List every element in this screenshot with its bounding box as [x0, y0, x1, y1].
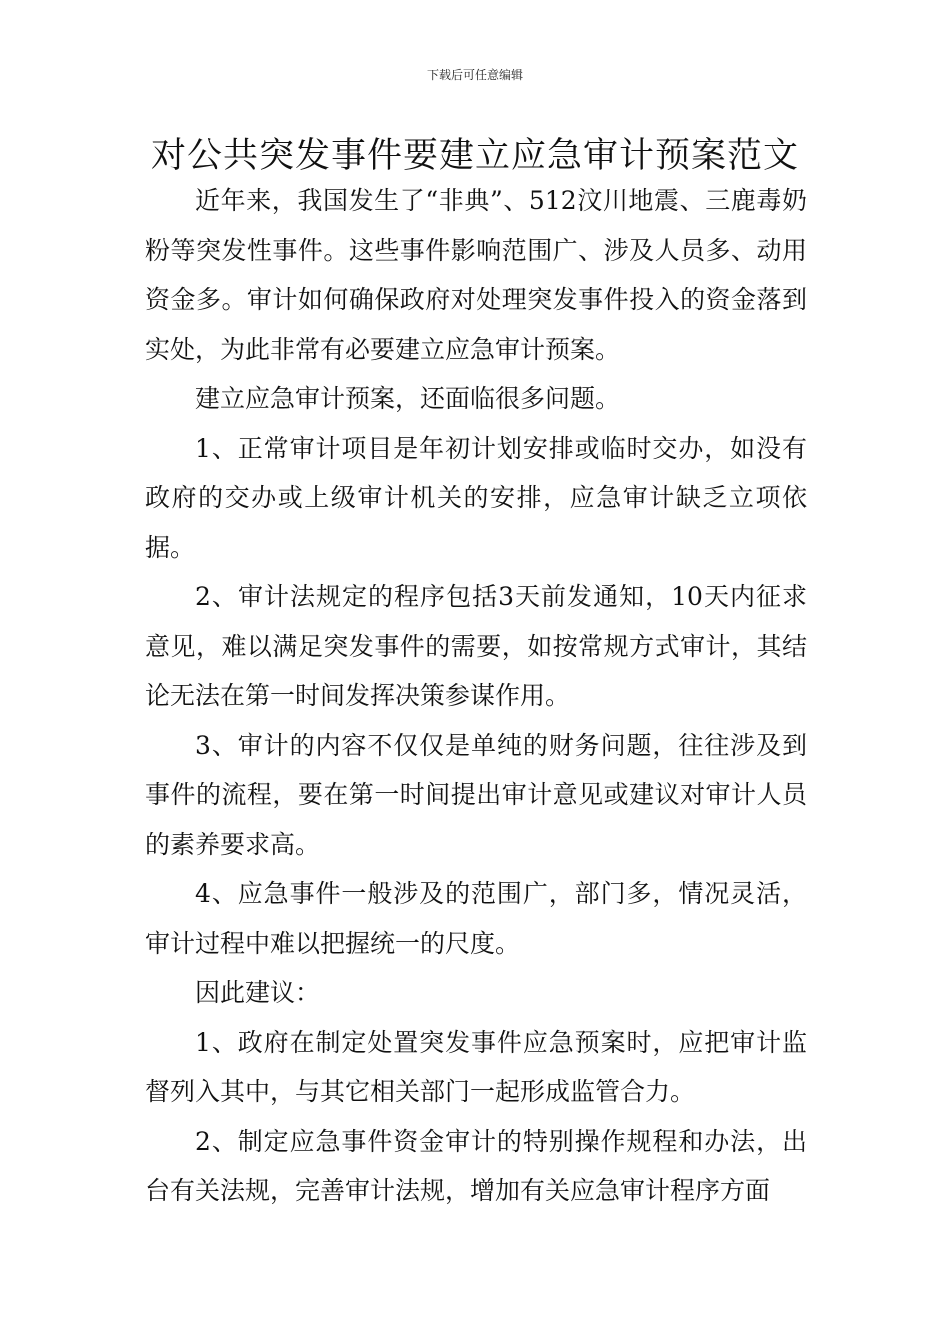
paragraph-problem-4: 4、应急事件一般涉及的范围广，部门多，情况灵活，审计过程中难以把握统一的尺度。	[145, 879, 807, 958]
paragraph-problem-1: 1、正常审计项目是年初计划安排或临时交办，如没有政府的交办或上级审计机关的安排，应急审计缺乏立项依据。	[145, 433, 807, 562]
document-title: 对公共突发事件要建立应急审计预案范文	[150, 136, 799, 176]
paragraph-suggestions-lead: 因此建议：	[195, 978, 321, 1007]
document-body	[145, 176, 807, 1216]
paragraph-problem-3: 3、审计的内容不仅仅是单纯的财务问题，往往涉及到事件的流程，要在第一时间提出审计意见或建议对审计人员的素养要求高。	[145, 730, 807, 859]
paragraph-suggestion-1: 1、政府在制定处置突发事件应急预案时，应把审计监督列入其中，与其它相关部门一起形成监管合力。	[145, 1027, 807, 1106]
header-note: 下载后可任意编辑	[426, 68, 523, 82]
paragraph-suggestion-2: 2、制定应急事件资金审计的特别操作规程和办法，出台有关法规，完善审计法规，增加有关应急审计程序方面	[145, 1126, 807, 1205]
paragraph-problem-2: 2、审计法规定的程序包括3天前发通知，10天内征求意见，难以满足突发事件的需要，如按常规方式审计，其结论无法在第一时间发挥决策参谋作用。	[145, 582, 807, 710]
paragraph-intro: 近年来，我国发生了“非典”、512汶川地震、三鹿毒奶粉等突发性事件。这些事件影响范围广、涉及人员多、动用资金多。审计如何确保政府对处理突发事件投入的资金落到实处，为此非常有必要建立应急审计预案。	[145, 186, 807, 364]
paragraph-problems-lead: 建立应急审计预案，还面临很多问题。	[195, 384, 621, 413]
